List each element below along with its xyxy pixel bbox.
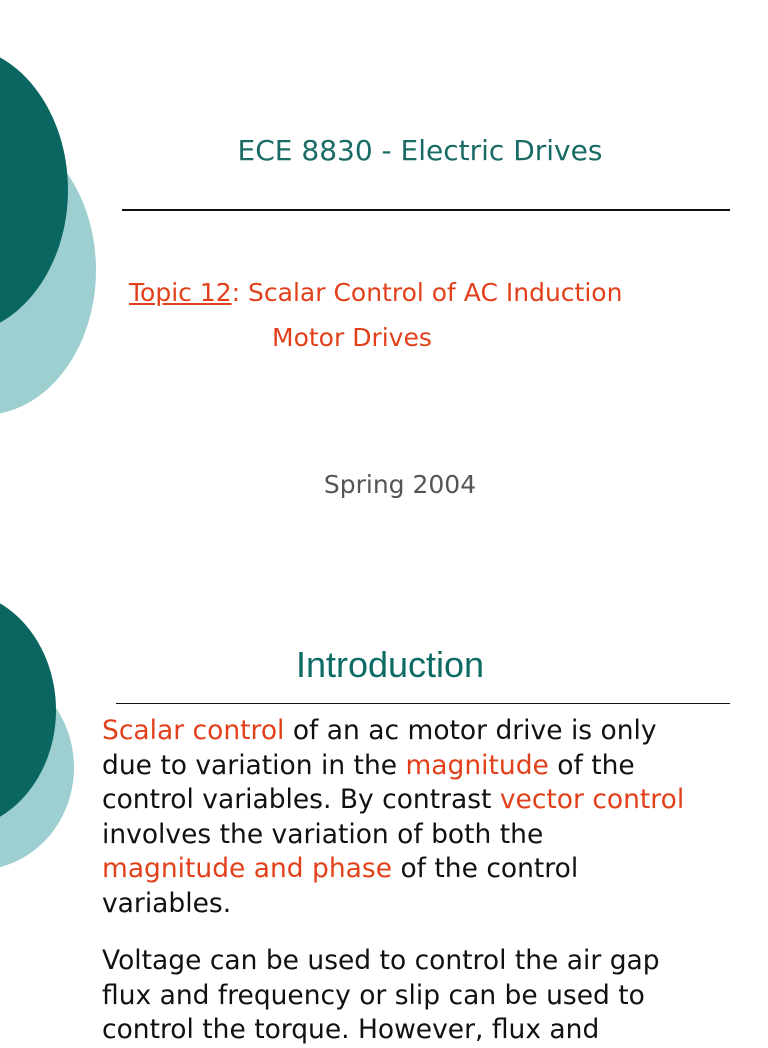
text-line	[102, 783, 752, 818]
course-title: ECE 8830 - Electric Drives	[237, 134, 603, 167]
text-line: variables.	[102, 887, 232, 919]
text-span: of the	[548, 749, 635, 781]
text-line	[102, 714, 752, 749]
topic-title-line2: Motor Drives	[272, 323, 432, 352]
paragraph-scalar-vs-vector	[102, 714, 752, 921]
text-line: control the torque. However, flux and	[102, 1014, 600, 1045]
topic-label: Topic 12	[129, 278, 232, 307]
text-span: of the control	[392, 853, 579, 884]
text-span: control variables. By contrast	[102, 784, 500, 815]
introduction-slide	[0, 570, 768, 1045]
paragraph-voltage-control	[102, 944, 752, 1048]
slide-heading: Introduction	[295, 644, 485, 685]
highlight-term: Scalar control	[102, 715, 285, 746]
text-line: involves the variation of both the	[102, 818, 544, 850]
text-line	[102, 852, 752, 887]
text-span: due to variation in the	[102, 749, 406, 781]
topic-line-1	[129, 278, 622, 307]
topic-separator: :	[231, 278, 249, 307]
semester: Spring 2004	[323, 470, 477, 499]
text-line	[102, 749, 752, 784]
topic-title-line1: Scalar Control of AC Induction	[248, 278, 623, 307]
text-line: flux and frequency or slip can be used to	[102, 979, 645, 1011]
title-divider	[122, 209, 730, 211]
text-span: of an ac motor drive is only	[284, 715, 657, 746]
highlight-term: vector control	[499, 784, 685, 815]
heading-divider	[116, 703, 730, 704]
highlight-term: magnitude and phase	[102, 853, 393, 884]
highlight-term: magnitude	[405, 749, 549, 781]
text-line: Voltage can be used to control the air gap	[102, 945, 660, 976]
